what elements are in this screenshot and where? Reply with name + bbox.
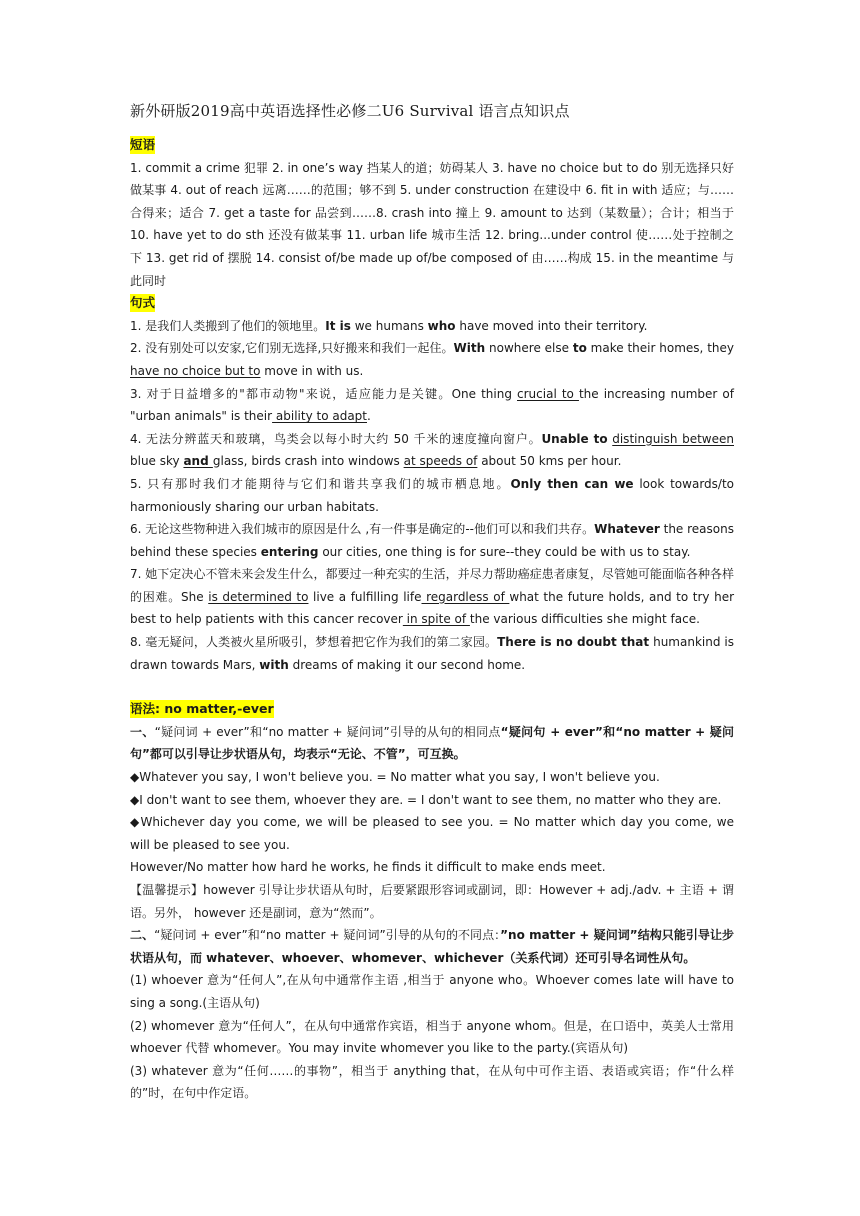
document-page (130, 100, 734, 1105)
section-heading-sentences: 句式 (130, 295, 156, 311)
example-3: ◆Whichever day you come, we will be pleased to see you. = No matter which day you come, we will be pleased to see you. (130, 815, 734, 852)
grammar-point-1: 一、“疑问词 + ever”和“no matter + 疑问词”引导的从句的相同点“疑问句 + ever”和“no matter + 疑问句”都可以引导让步状语从句，均表示“无论、不管”，可互换。 (130, 724, 734, 762)
section-heading-phrases: 短语 (130, 137, 156, 152)
section-heading-grammar: 语法: no matter,-ever (130, 701, 274, 717)
item-whomever: (2) whomever 意为“任何人”，在从句中通常作宾语，相当于 anyone whom。但是，在口语中，英美人士常用 whoever 代替 whomever。You may invite whomever you like to the party.(宾语从句) (130, 1018, 734, 1056)
sentence-2: 2. 没有别处可以安家,它们别无选择,只好搬来和我们一起住。With nowhere else to make their homes, they have no choice but to move in with us. (130, 341, 734, 378)
example-4: However/No matter how hard he works, he finds it difficult to make ends meet. (130, 860, 606, 875)
sentence-7: 7. 她下定决心不管未来会发生什么，都要过一种充实的生活，并尽力帮助癌症患者康复，尽管她可能面临各种各样的困难。She is determined to live a fulfilling life regardless of what the future holds, and to try her best to help patients with this cancer recover in spite of the various difficulties she might face. (130, 567, 735, 627)
example-1: ◆Whatever you say, I won't believe you. = No matter what you say, I won't believe you. (130, 770, 660, 785)
page-title: 新外研版2019高中英语选择性必修二U6 Survival 语言点知识点 (130, 102, 570, 120)
grammar-point-2: 二、“疑问词 + ever”和“no matter + 疑问词”引导的从句的不同点：”no matter + 疑问词”结构只能引导让步状语从句，而 whatever、whoever、whomever、whichever（关系代词）还可引导名词性从句。 (130, 928, 735, 965)
sentence-4: 4. 无法分辨蓝天和玻璃，鸟类会以每小时大约 50 千米的速度撞向窗户。Unable to distinguish between blue sky and glass, birds crash into windows at speeds of about 50 kms per hour. (130, 431, 734, 469)
phrase-list: 1. commit a crime 犯罪 2. in one’s way 挡某人的道；妨碍某人 3. have no choice but to do 别无选择只好做某事 4. out of reach 远离……的范围；够不到 5. under construction 在建设中 6. fit in with 适应；与……合得来；适合 7. get a taste for 品尝到……8. crash into 撞上 9. amount to 达到（某数量）；合计；相当于 10. have yet to do sth 还没有做某事 11. urban life 城市生活 12. bring...under control 使……处于控制之下 13. get rid of 摆脱 14. consist of/be made up of/be composed of 由……构成 15. in the meantime 与此同时 (130, 160, 734, 288)
spacer (130, 676, 734, 698)
sentence-6: 6. 无论这些物种进入我们城市的原因是什么 ,有一件事是确定的--他们可以和我们共存。Whatever the reasons behind these species entering our cities, one thing is for sure--they could be with us to stay. (130, 522, 734, 559)
sentence-5: 5. 只有那时我们才能期待与它们和谐共享我们的城市栖息地。Only then can we look towards/to harmoniously sharing our urban habitats. (130, 476, 734, 514)
sentence-1: 1. 是我们人类搬到了他们的领地里。It is we humans who have moved into their territory. (130, 318, 648, 333)
item-whoever: (1) whoever 意为“任何人”,在从句中通常作主语 ,相当于 anyone who。Whoever comes late will have to sing a song.(主语从句) (130, 973, 734, 1010)
sentence-8: 8. 毫无疑问，人类被火星所吸引，梦想着把它作为我们的第二家园。There is no doubt that humankind is drawn towards Mars, with dreams of making it our second home. (130, 635, 734, 672)
sentence-3: 3. 对于日益增多的"都市动物"来说，适应能力是关键。One thing crucial to the increasing number of "urban animals" is their ability to adapt. (130, 386, 734, 424)
item-whatever: (3) whatever 意为“任何……的事物”，相当于 anything that，在从句中可作主语、表语或宾语；作“什么样的”时，在句中作定语。 (130, 1063, 734, 1101)
tip-note: 【温馨提示】however 引导让步状语从句时，后要紧跟形容词或副词，即：However + adj./adv. + 主语 + 谓语。另外， however 还是副词，意为“然而”。 (130, 883, 734, 920)
example-2: ◆I don't want to see them, whoever they are. = I don't want to see them, no matter who they are. (130, 792, 722, 807)
